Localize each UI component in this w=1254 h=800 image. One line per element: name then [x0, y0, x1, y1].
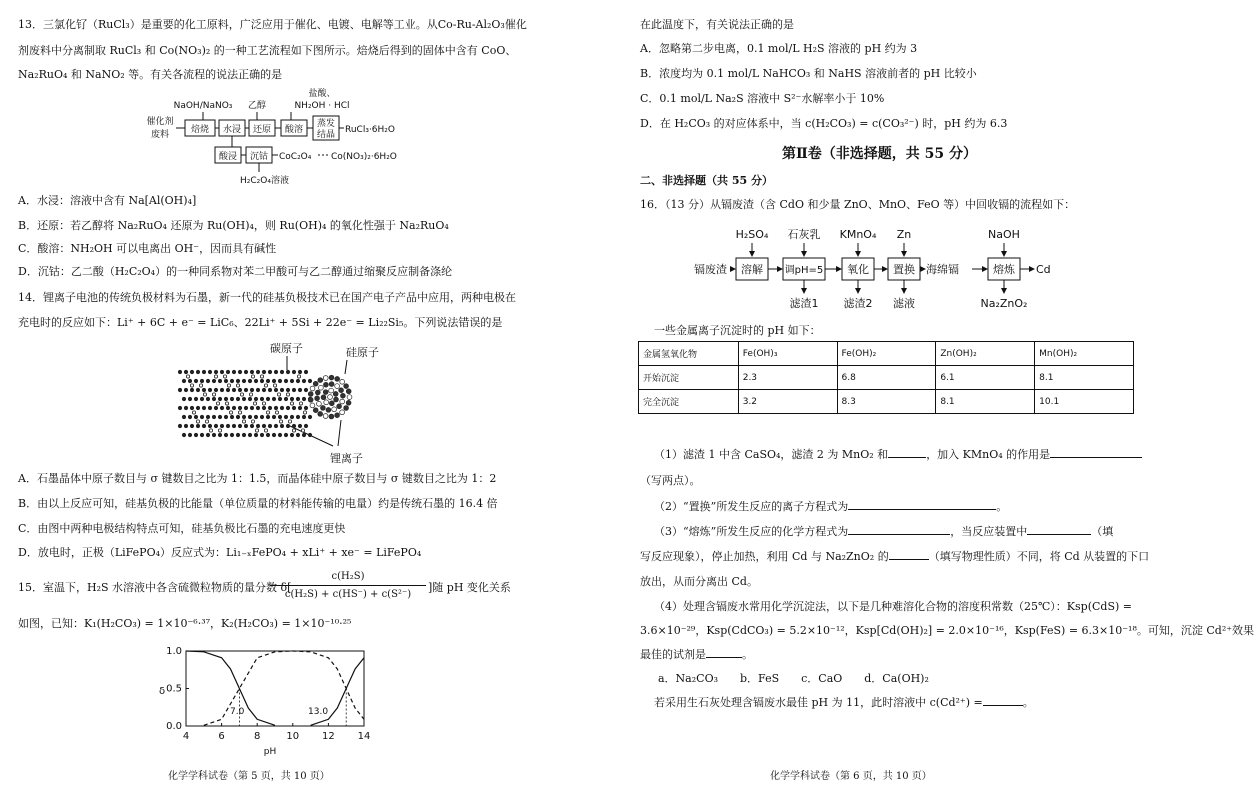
table-cell: 6.8 [837, 366, 936, 390]
q16-part4-line2: 3.6×10⁻²⁹，Ksp(CdCO₃) = 5.2×10⁻¹²，Ksp[Cd(OH)₂] = 2.0×10⁻¹⁶，Ksp(FeS) = 6.3×10⁻¹⁸。可知，沉淀 Cd²⁺效果 [640, 624, 1254, 637]
q16-part3-text-a: （3）“熔炼”所发生反应的化学方程式为 [654, 525, 849, 538]
right-footer: 化学学科试卷（第 6 页，共 10 页） [770, 771, 932, 782]
table-header-cell: Zn(OH)₂ [936, 342, 1035, 366]
q13-option-a: A．水浸：溶液中含有 Na[Al(OH)₄] [18, 194, 197, 207]
q16-part4-line3 [640, 648, 753, 662]
answer-blank[interactable] [1027, 534, 1091, 535]
flow-step-adjust-ph: 调pH=5 [784, 265, 824, 276]
q16-part2-period: 。 [996, 500, 1008, 513]
flow-evap-line1: 蒸发 [316, 119, 336, 129]
q13-option-d: D．沉钴：乙二酸（H₂C₂O₄）的一种同系物对苯二甲酸可与乙二醇通过缩聚反应制备涤纶 [18, 265, 453, 278]
product-ru: RuCl₃·6H₂O [345, 125, 395, 135]
flow-step-acid: 酸溶 [284, 125, 304, 135]
reagent-h2so4: H₂SO₄ [735, 228, 769, 241]
q13-stem-line1: 13．三氯化钌（RuCl₃）是重要的化工原料，广泛应用于催化、电镀、电解等工业。从Co-Ru-Al₂O₃催化 [18, 18, 527, 31]
q16-part3-text-b: ，当反应装置中 [950, 525, 1028, 538]
table-cell: 8.3 [837, 390, 936, 414]
q16-part2-text: （2）“置换”所发生反应的离子方程式为 [654, 500, 849, 513]
flow-step-replace: 置换 [893, 263, 915, 276]
flow-step-leach: 水浸 [222, 125, 242, 135]
chart-ylabel: δ [158, 686, 166, 697]
q15-frac-numerator: c(H₂S) [331, 571, 365, 582]
reagent-naoh: NaOH [988, 228, 1020, 241]
left-page [0, 0, 582, 800]
q14-option-b: B．由以上反应可知，硅基负极的比能量（单位质量的材料能传输的电量）约是传统石墨的 16.4 倍 [18, 497, 498, 510]
q15-frac-denominator: c(H₂S) + c(HS⁻) + c(S²⁻) [284, 589, 412, 600]
answer-blank[interactable] [983, 705, 1023, 706]
q16-flow-diagram [582, 0, 1164, 320]
reagent-lime: 石灰乳 [787, 228, 821, 241]
q13-option-b: B．还原：若乙醇将 Na₂RuO₄ 还原为 Ru(OH)₄，则 Ru(OH)₄ 的氧化性强于 Na₂RuO₄ [18, 219, 449, 232]
q15-stem-suffix: ]随 pH 变化关系 [428, 581, 511, 594]
reagent-reduce: 乙醇 [247, 101, 267, 111]
series-line-2 [204, 651, 364, 725]
q16-part3-line3: 放出，从而分离出 Cd。 [640, 575, 758, 588]
chart-annotation-7: 7.0 [230, 707, 245, 717]
q16-part3-line1 [654, 525, 1113, 539]
q16-part3-text-d: 写反应现象），停止加热，利用 Cd 与 Na₂ZnO₂ 的 [640, 550, 889, 563]
table-header-row [639, 342, 1134, 366]
q13-option-c: C．酸溶：NH₂OH 可以电离出 OH⁻，因而具有碱性 [18, 242, 277, 255]
reagent-oxalic: H₂C₂O₄溶液 [240, 176, 289, 186]
x-tick-label: 14 [357, 731, 371, 742]
q16-part2-line [654, 500, 1007, 514]
source-line2: 废料 [150, 130, 170, 140]
q14-option-a: A．石墨晶体中原子数目与 σ 键数目之比为 1：1.5，而晶体硅中原子数目与 σ 键数目之比为 1：2 [18, 472, 497, 485]
q15-option-a: A．忽略第二步电离，0.1 mol/L H₂S 溶液的 pH 约为 3 [640, 42, 918, 55]
q16-part4-text-c: 最佳的试剂是 [640, 648, 706, 661]
q14-stem-line2: 充电时的反应如下：Li⁺ + 6C + e⁻ = LiC₆、22Li⁺ + 5Si + 22e⁻ = Li₂₂Si₅。下列说法错误的是 [18, 316, 503, 329]
table-cell: 8.1 [936, 390, 1035, 414]
section-title: 第Ⅱ卷（非选择题，共 55 分） [782, 146, 978, 162]
flow-step-roast: 焙烧 [190, 125, 210, 135]
flow-step-dissolve: 溶解 [741, 263, 763, 276]
answer-blank[interactable] [848, 509, 996, 510]
table-header-cell: Fe(OH)₂ [837, 342, 936, 366]
chart-frame [186, 651, 364, 726]
flow-residue-1: 滤渣1 [789, 297, 819, 310]
flow-step-oxidize: 氧化 [847, 263, 869, 276]
answer-blank[interactable] [889, 559, 929, 560]
flow-residue-2: 滤渣2 [843, 297, 873, 310]
answer-blank[interactable] [848, 534, 950, 535]
reagent-acid-line1: 盐酸、 [308, 89, 336, 99]
table-row [639, 366, 1134, 390]
answer-blank[interactable] [888, 457, 926, 458]
q16-part4-line1: （4）处理含镉废水常用化学沉淀法，以下是几种难溶化合物的溶度积常数（25℃）：Ksp(CdS) = [654, 600, 1132, 613]
answer-blank[interactable] [706, 657, 742, 658]
x-tick-label: 10 [286, 731, 300, 742]
right-page [582, 0, 1254, 800]
source-line1: 催化剂 [146, 117, 174, 127]
q14-option-d: D．放电时，正极（LiFePO₄）反应式为：Li₁₋ₓFePO₄ + xLi⁺ + xe⁻ = LiFePO₄ [18, 546, 422, 559]
q15-cont-line1: 在此温度下，有关说法正确的是 [640, 18, 794, 31]
table-cell: 3.2 [738, 390, 837, 414]
x-tick-label: 8 [254, 731, 261, 742]
q16-part4-choices: a．Na₂CO₃ b．FeS c．CaO d．Ca(OH)₂ [658, 672, 929, 685]
x-tick-label: 4 [182, 731, 190, 742]
q15-option-c: C．0.1 mol/L Na₂S 溶液中 S²⁻水解率小于 10% [640, 92, 885, 105]
table-intro: 一些金属离子沉淀时的 pH 如下： [654, 324, 821, 337]
table-cell: 8.1 [1035, 366, 1134, 390]
chart-xlabel: pH [263, 747, 277, 757]
table-header-cell: 金属氢氧化物 [639, 342, 739, 366]
q16-part4-line4 [654, 696, 1034, 710]
label-silicon: 硅原子 [346, 346, 379, 359]
reagent-roast: NaOH/NaNO₃ [173, 101, 233, 111]
cobalt-oxalate: CoC₂O₄ [279, 152, 312, 162]
table-header-cell: Mn(OH)₂ [1035, 342, 1134, 366]
chart-annotation-13: 13.0 [308, 707, 329, 717]
q16-part1-text-b: ，加入 KMnO₄ 的作用是 [926, 448, 1051, 461]
flow-product: Cd [1036, 263, 1051, 276]
flow-step-acid-leach: 酸浸 [218, 152, 238, 162]
q15-stem-line2: 如图，已知：K₁(H₂CO₃) = 1×10⁻⁶·³⁷，K₂(H₂CO₃) = 1×10⁻¹⁰·²⁵ [18, 617, 352, 630]
section-subtitle: 二、非选择题（共 55 分） [640, 174, 773, 187]
q16-part4-period: 。 [742, 648, 753, 661]
q16-part4-period: 。 [1022, 696, 1034, 709]
reagent-zn: Zn [896, 228, 912, 241]
table-row [639, 390, 1134, 414]
flow-step-reduce: 还原 [252, 125, 272, 135]
q14-option-c: C．由图中两种电极结构特点可知，硅基负极比石墨的充电速度更快 [18, 522, 346, 535]
table-cell: 10.1 [1035, 390, 1134, 414]
q15-option-b: B．浓度均为 0.1 mol/L NaHCO₃ 和 NaHS 溶液前者的 pH 比较小 [640, 67, 977, 80]
table-header-cell: Fe(OH)₃ [738, 342, 837, 366]
q16-part1-text-a: （1）滤渣 1 中含 CaSO₄，滤渣 2 为 MnO₂ 和 [654, 448, 889, 461]
q16-part1-line1 [654, 448, 1142, 462]
q15-option-d: D．在 H₂CO₃ 的对应体系中，当 c(H₂CO₃) = c(CO₃²⁻) 时，pH 约为 6.3 [640, 117, 1008, 130]
q16-part4-text-d: 若采用生石灰处理含镉废水最佳 pH 为 11，此时溶液中 c(Cd²⁺) = [654, 696, 983, 709]
flow-intermediate: 海绵镉 [926, 263, 959, 276]
y-tick-label: 0.5 [166, 683, 182, 695]
q13-stem-line2: 剂废料中分离制取 RuCl₃ 和 Co(NO₃)₂ 的一种工艺流程如下图所示。焙烧后得到的固体中含有 CoO、 [18, 44, 517, 57]
label-carbon: 碳原子 [270, 342, 303, 355]
q16-part3-text-c: （填 [1091, 525, 1114, 538]
flow-step-cobalt: 沉钴 [249, 152, 269, 162]
q16-part3-text-e: （填写物理性质）不同，将 Cd 从装置的下口 [928, 550, 1150, 563]
table-cell: 完全沉淀 [639, 390, 739, 414]
left-footer: 化学学科试卷（第 5 页，共 10 页） [168, 771, 330, 782]
x-tick-label: 6 [218, 731, 225, 742]
q16-part1-line2: （写两点）。 [640, 474, 701, 487]
q14-stem-line1: 14．锂离子电池的传统负极材料为石墨，新一代的硅基负极技术已在国产电子产品中应用，两种电极在 [18, 291, 516, 304]
y-tick-label: 0.0 [166, 721, 182, 732]
flow-zincate: Na₂ZnO₂ [980, 297, 1028, 310]
table-cell: 2.3 [738, 366, 837, 390]
q16-stem: 16．（13 分）从镉废渣（含 CdO 和少量 ZnO、MnO、FeO 等）中回收镉的流程如下： [640, 198, 1076, 211]
label-lithium: 锂离子 [330, 452, 363, 465]
q13-stem-line3: Na₂RuO₄ 和 NaNO₂ 等。有关各流程的说法正确的是 [18, 68, 283, 81]
table-cell: 6.1 [936, 366, 1035, 390]
q15-chart [0, 0, 582, 800]
flow-evap-line2: 结晶 [316, 130, 336, 140]
reagent-kmno4: KMnO₄ [839, 228, 877, 241]
q15-stem-prefix: 15．室温下，H₂S 水溶液中各含硫微粒物质的量分数 δ[ [18, 581, 292, 594]
answer-blank[interactable] [1050, 457, 1142, 458]
precipitation-ph-table [638, 341, 1134, 414]
flow-source: 镉废渣 [694, 263, 727, 276]
product-co: Co(NO₃)₂·6H₂O [331, 152, 397, 162]
y-tick-label: 1.0 [166, 646, 182, 657]
flow-step-smelt: 熔炼 [993, 263, 1015, 276]
reagent-acid-line2: NH₂OH · HCl [294, 101, 350, 111]
x-tick-label: 12 [322, 731, 335, 742]
flow-filtrate: 滤液 [893, 297, 915, 310]
q16-part3-line2 [640, 550, 1149, 564]
table-cell: 开始沉淀 [639, 366, 739, 390]
